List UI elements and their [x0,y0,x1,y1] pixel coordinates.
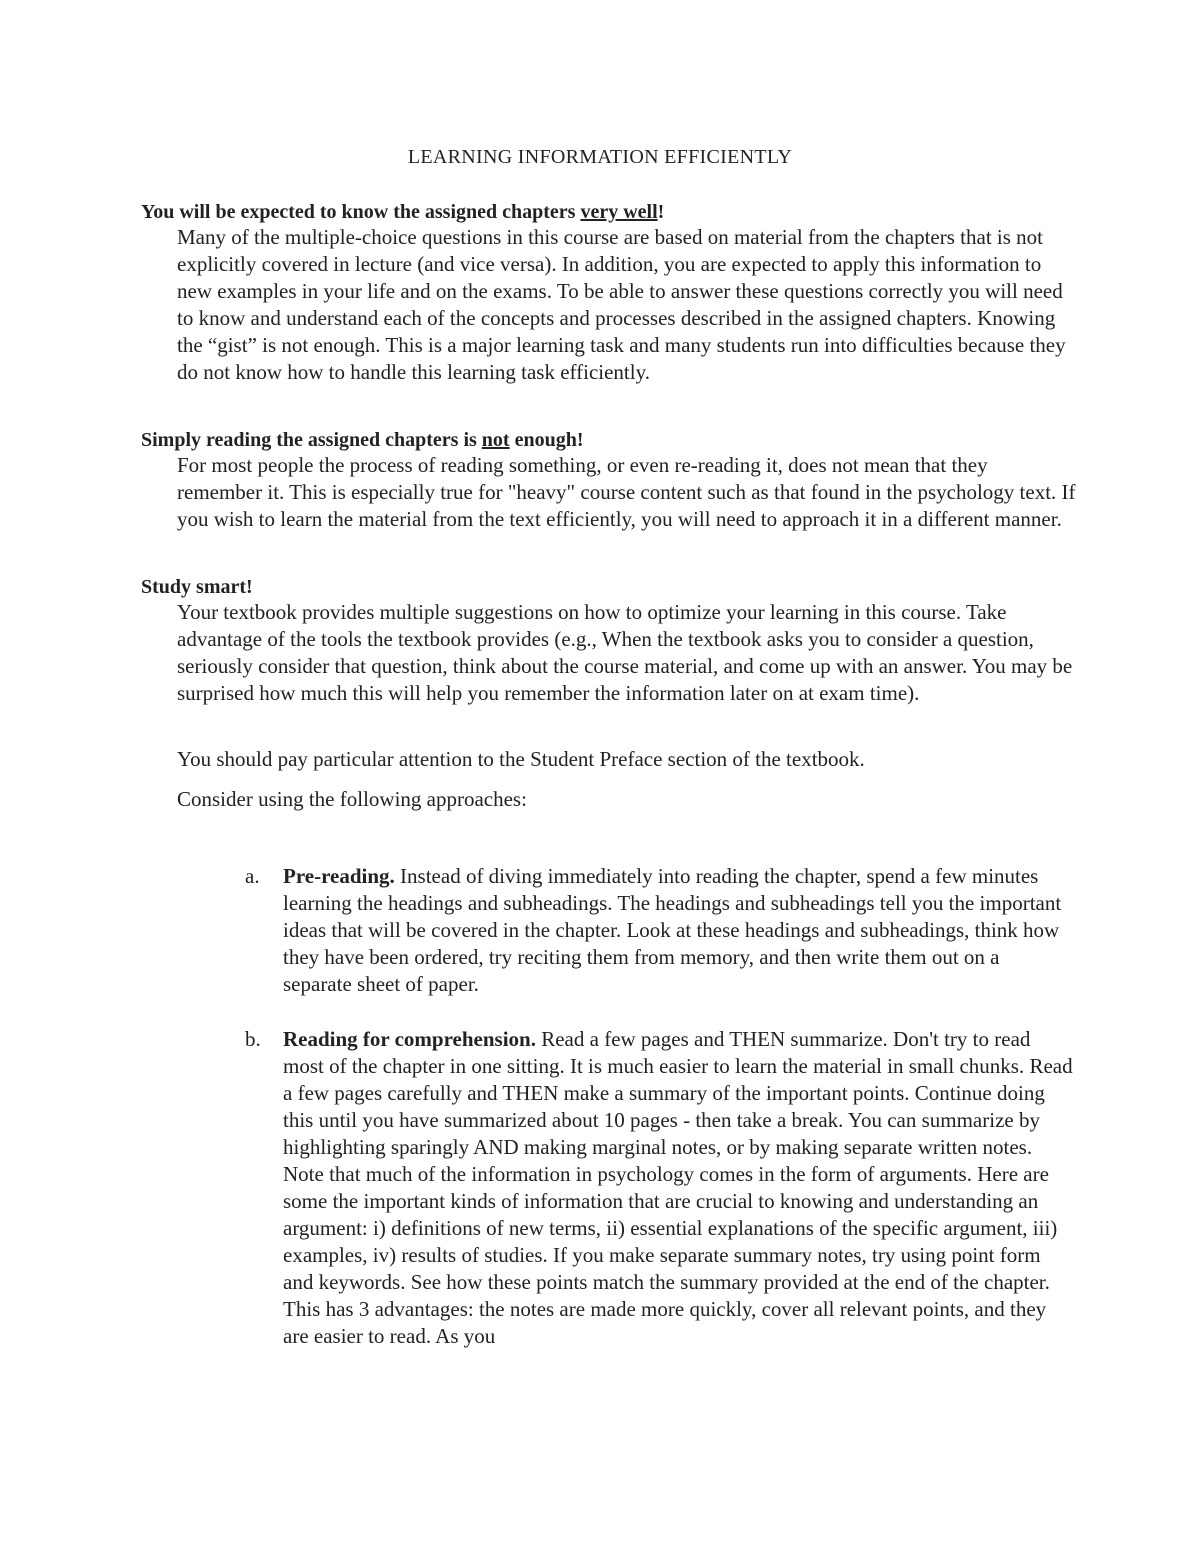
document-title: LEARNING INFORMATION EFFICIENTLY [407,146,793,168]
list-item-term: Reading for comprehension. [283,1027,536,1051]
heading-text: enough! [509,429,584,451]
section-body-study-smart: Your textbook provides multiple suggestions on how to optimize your learning in this course. Take advantage of the tools the textbook provides (e.g., When the textbook asks you to consider a question, seriously consider that question, think about the course material, and come up with an answer. You may be surprised how much this will help you remember the information later on at exam time). [177,600,1073,705]
section-body-reading-not-enough: For most people the process of reading something, or even re-reading it, does not mean that they remember it. This is especially true for "heavy" course content such as that found in the psychology text. If you wish to learn the material from the text efficiently, you will need to approach it in a different manner. [177,453,1076,531]
list-marker: a. [245,864,260,888]
list-item-term: Pre-reading. [283,864,395,888]
approaches-intro: Consider using the following approaches: [177,787,527,811]
student-preface-note: You should pay particular attention to the Student Preface section of the textbook. [177,747,865,771]
list-item-text: Instead of diving immediately into reading the chapter, spend a few minutes learning the headings and subheadings. The headings and subheadings tell you the important ideas that will be covered in the chapter. Look at these headings and subheadings, think how they have been ordered, try reciting them from memory, and then write them out on a separate sheet of paper. [283,864,1062,996]
list-item-body [283,863,1073,998]
section-heading-study-smart: Study smart! [141,576,253,598]
heading-text: Simply reading the assigned chapters is [141,429,482,451]
heading-emphasis: very well [580,201,658,223]
section-heading-reading-not-enough [141,427,583,454]
list-item-text: Read a few pages and THEN summarize. Don't try to read most of the chapter in one sitting. It is much easier to learn the material in small chunks. Read a few pages carefully and THEN make a summary of the important points. Continue doing this until you have summarized about 10 pages - then take a break. You can summarize by highlighting sparingly AND making marginal notes, or by making separate written notes. Note that much of the information in psychology comes in the form of arguments. Here are some the important kinds of information that are crucial to knowing and understanding an argument: i) definitions of new terms, ii) essential explanations of the specific argument, iii) examples, iv) results of studies. If you make separate summary notes, try using point form and keywords. See how these points match the summary provided at the end of the chapter. This has 3 advantages: the notes are made more quickly, cover all relevant points, and they are easier to read. As you [283,1027,1073,1348]
section-body-know-chapters: Many of the multiple-choice questions in this course are based on material from the chapters that is not explicitly covered in lecture (and vice versa). In addition, you are expected to apply this information to new examples in your life and on the exams. To be able to answer these questions correctly you will need to know and understand each of the concepts and processes described in the assigned chapters. Knowing the “gist” is not enough. This is a major learning task and many students run into difficulties because they do not know how to handle this learning task efficiently. [177,225,1066,384]
list-item-body [283,1026,1073,1350]
list-marker: b. [245,1027,261,1051]
section-heading-know-chapters [141,199,664,226]
heading-text: You will be expected to know the assigned chapters [141,201,581,223]
heading-text: ! [657,201,665,223]
heading-emphasis: not [481,429,510,451]
